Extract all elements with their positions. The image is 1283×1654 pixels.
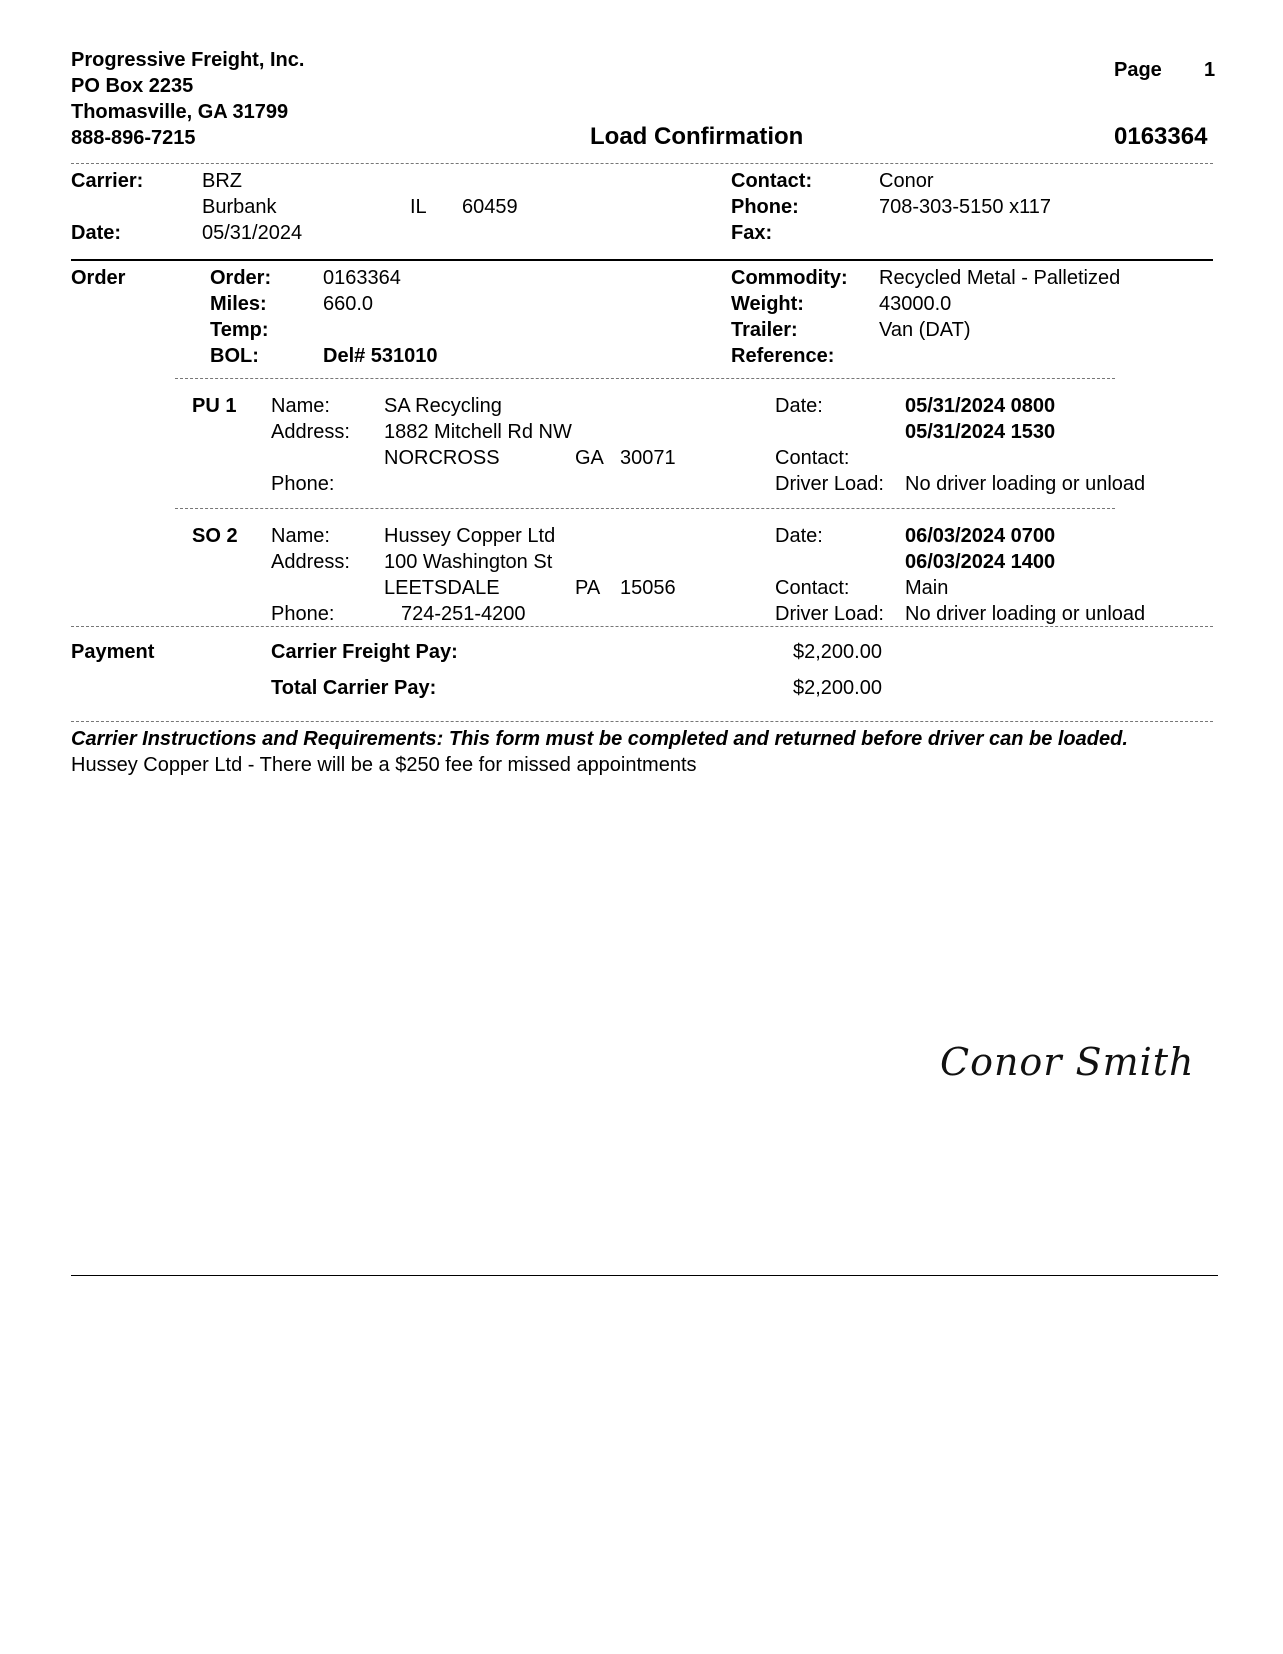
freight-pay-label: Carrier Freight Pay: [271,641,458,663]
carrier-phone-label: Phone: [731,196,799,218]
carrier-phone: 708-303-5150 x117 [879,196,1051,218]
stop-driver-load-label: Driver Load: [775,473,884,495]
confirmation-number: 0163364 [1114,123,1208,150]
stop-date-start: 06/03/2024 0700 [905,525,1056,547]
total-pay-label: Total Carrier Pay: [271,677,437,699]
stop-address-label: Address: [271,421,350,443]
stop-address: 1882 Mitchell Rd NW [384,421,572,443]
stop-phone-label: Phone: [271,473,335,495]
stop-state: PA [575,577,601,599]
stop-name: Hussey Copper Ltd [384,525,556,547]
stop-driver-load: No driver loading or unload [905,473,1146,495]
stop-name-label: Name: [271,395,330,417]
stop-date-end: 06/03/2024 1400 [905,551,1056,573]
stop-date-label: Date: [775,525,823,547]
commodity-label: Commodity: [731,267,848,289]
stop-city: LEETSDALE [384,577,500,599]
company-city-state-zip: Thomasville, GA 31799 [71,101,289,123]
stop-city: NORCROSS [384,447,500,469]
carrier-contact: Conor [879,170,934,192]
order-miles: 660.0 [323,293,374,315]
carrier-zip: 60459 [462,196,518,218]
order-number: 0163364 [323,267,401,289]
payment-section-label: Payment [71,641,155,663]
order-divider [71,626,1213,627]
order-bol-label: BOL: [210,345,259,367]
company-name: Progressive Freight, Inc. [71,49,305,71]
carrier-date: 05/31/2024 [202,222,303,244]
stop-name: SA Recycling [384,395,502,417]
carrier-city: Burbank [202,196,277,218]
carrier-divider [71,259,1213,261]
stop-divider [175,378,1115,379]
instructions-heading: Carrier Instructions and Requirements: This form must be completed and returned before driver can be loaded. [71,728,1128,750]
total-pay: $2,200.00 [793,677,882,699]
commodity: Recycled Metal - Palletized [879,267,1121,289]
stop-driver-load-label: Driver Load: [775,603,884,625]
freight-pay: $2,200.00 [793,641,882,663]
signature-line [71,1275,1218,1276]
weight: 43000.0 [879,293,952,315]
payment-divider [71,721,1213,722]
stop-address: 100 Washington St [384,551,553,573]
stop-date-end: 05/31/2024 1530 [905,421,1056,443]
carrier-label: Carrier: [71,170,144,192]
trailer: Van (DAT) [879,319,971,341]
stop-date-start: 05/31/2024 0800 [905,395,1056,417]
carrier-contact-label: Contact: [731,170,813,192]
stop-divider [175,508,1115,509]
stop-contact-label: Contact: [775,447,850,469]
stop-phone: 724-251-4200 [401,603,526,625]
stop-address-label: Address: [271,551,350,573]
stop-date-label: Date: [775,395,823,417]
company-phone: 888-896-7215 [71,127,196,149]
signature: Conor Smith [940,1040,1195,1084]
stop-name-label: Name: [271,525,330,547]
stop-zip: 15056 [620,577,676,599]
order-number-label: Order: [210,267,272,289]
header-divider [71,163,1213,164]
order-section-label: Order [71,267,126,289]
stop-driver-load: No driver loading or unload [905,603,1146,625]
order-temp-label: Temp: [210,319,269,341]
company-po-box: PO Box 2235 [71,75,194,97]
carrier-name: BRZ [202,170,242,192]
stop-state: GA [575,447,604,469]
carrier-state: IL [410,196,427,218]
page-title: Load Confirmation [590,123,804,150]
stop-phone-label: Phone: [271,603,335,625]
stop-code: PU 1 [192,395,237,417]
weight-label: Weight: [731,293,804,315]
stop-code: SO 2 [192,525,238,547]
carrier-fax-label: Fax: [731,222,773,244]
stop-contact-label: Contact: [775,577,850,599]
order-bol: Del# 531010 [323,345,438,367]
page-label: Page [1114,59,1162,81]
order-miles-label: Miles: [210,293,267,315]
carrier-date-label: Date: [71,222,122,244]
page-number: 1 [1204,59,1216,81]
trailer-label: Trailer: [731,319,798,341]
instructions-note: Hussey Copper Ltd - There will be a $250 fee for missed appointments [71,754,697,776]
stop-zip: 30071 [620,447,676,469]
reference-label: Reference: [731,345,835,367]
stop-contact: Main [905,577,949,599]
